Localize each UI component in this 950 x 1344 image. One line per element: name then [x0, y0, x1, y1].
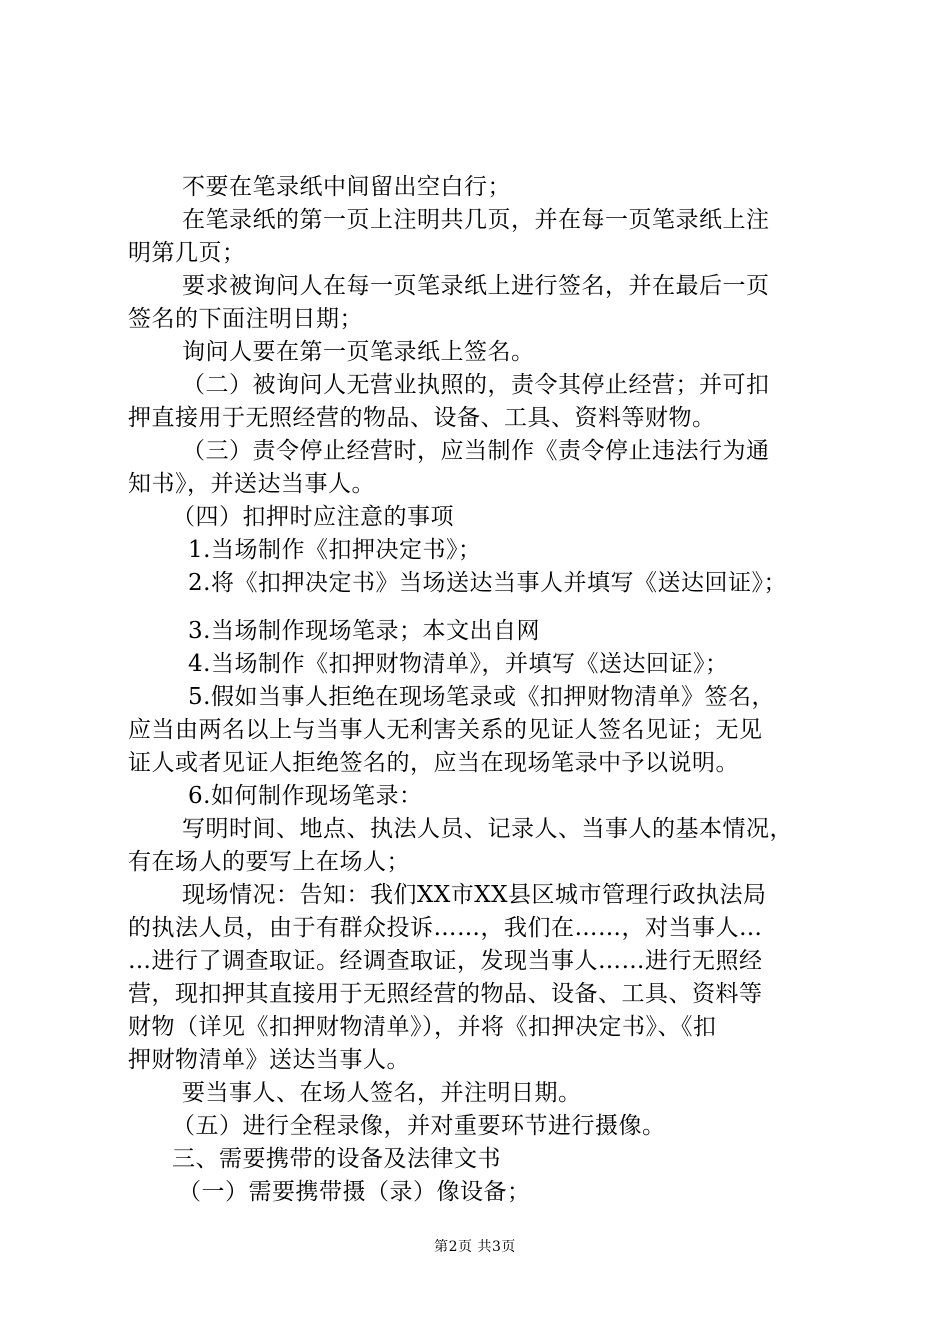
text-line: （一）需要携带摄（录）像设备； — [178, 1179, 531, 1205]
text-line: 现场情况：告知：我们XX市XX县区城市管理行政执法局 — [182, 882, 767, 908]
text-line: 明第几页； — [128, 240, 246, 266]
text-line: 押财物清单》送达当事人。 — [128, 1047, 410, 1073]
text-line: 6.如何制作现场笔录： — [188, 783, 423, 809]
text-line: 3.当场制作现场笔录；本文出自网 — [188, 618, 540, 644]
text-line: 询问人要在第一页笔录纸上签名。 — [182, 339, 535, 365]
text-line: 知书》，并送达当事人。 — [128, 471, 375, 497]
text-line: （四）扣押时应注意的事项 — [172, 504, 454, 530]
text-line: （二）被询问人无营业执照的，责令其停止经营；并可扣 — [182, 372, 770, 398]
text-line: （五）进行全程录像，并对重要环节进行摄像。 — [172, 1113, 666, 1139]
text-line: 营，现扣押其直接用于无照经营的物品、设备、工具、资料等 — [128, 981, 763, 1007]
text-line: 证人或者见证人拒绝签名的，应当在现场笔录中予以说明。 — [128, 750, 739, 776]
text-line: 要当事人、在场人签名，并注明日期。 — [182, 1080, 582, 1106]
text-line: 有在场人的要写上在场人； — [128, 849, 410, 875]
text-line: 不要在笔录纸中间留出空白行； — [182, 174, 511, 200]
text-line: 5.假如当事人拒绝在现场笔录或《扣押财物清单》签名， — [188, 684, 775, 710]
text-line: …进行了调查取证。经调查取证，发现当事人……进行无照经 — [128, 948, 763, 974]
text-line: 写明时间、地点、执法人员、记录人、当事人的基本情况， — [182, 816, 793, 842]
text-line: 签名的下面注明日期； — [128, 306, 363, 332]
page-footer: 第2页 共3页 — [434, 1239, 516, 1255]
text-line: （三）责令停止经营时，应当制作《责令停止违法行为通 — [182, 438, 770, 464]
text-line: 三、需要携带的设备及法律文书 — [172, 1146, 501, 1172]
text-line: 4.当场制作《扣押财物清单》，并填写《送达回证》； — [188, 651, 729, 677]
text-line: 在笔录纸的第一页上注明共几页，并在每一页笔录纸上注 — [182, 207, 770, 233]
text-line: 财物（详见《扣押财物清单》），并将《扣押决定书》、《扣 — [128, 1014, 717, 1040]
text-line: 应当由两名以上与当事人无利害关系的见证人签名见证；无见 — [128, 717, 763, 743]
text-line: 2.将《扣押决定书》当场送达当事人并填写《送达回证》； — [188, 570, 787, 596]
text-line: 押直接用于无照经营的物品、设备、工具、资料等财物。 — [128, 405, 716, 431]
text-line: 要求被询问人在每一页笔录纸上进行签名，并在最后一页 — [182, 273, 770, 299]
text-line: 的执法人员，由于有群众投诉……，我们在……，对当事人… — [128, 915, 763, 941]
text-line: 1.当场制作《扣押决定书》； — [188, 537, 482, 563]
